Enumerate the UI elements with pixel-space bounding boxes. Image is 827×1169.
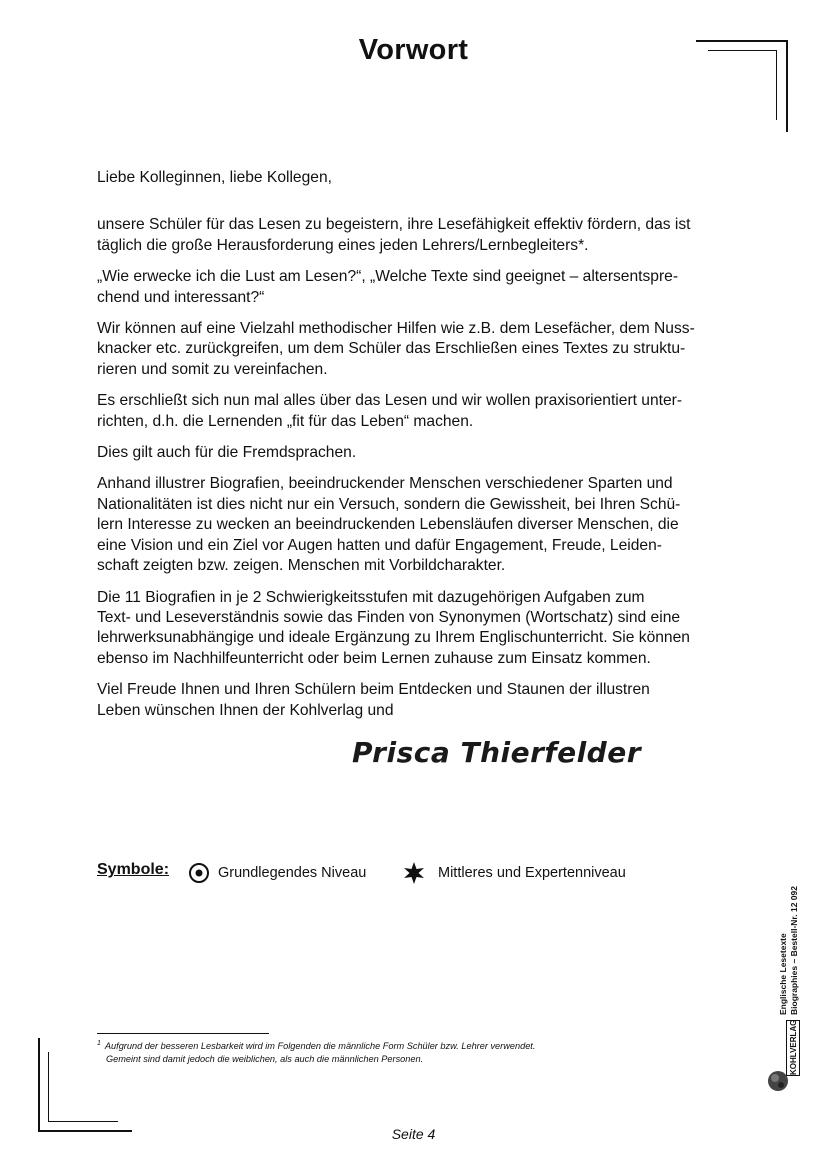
text-line: knacker etc. zurückgreifen, um dem Schüler das Erschließen eines Textes zu struktu-: [97, 340, 686, 358]
text-line: Die 11 Biografien in je 2 Schwierigkeitsstufen mit dazugehörigen Aufgaben zum: [97, 588, 645, 606]
greeting: Liebe Kolleginnen, liebe Kollegen,: [97, 169, 332, 186]
text-line: chend und interessant?“: [97, 288, 265, 306]
text-line: eine Vision und ein Ziel vor Augen hatten und dafür Engagement, Freude, Leiden-: [97, 536, 662, 554]
circle-dot-icon: [188, 862, 210, 884]
text-line: unsere Schüler für das Lesen zu begeistern, ihre Lesefähigkeit effektiv fördern, das ist: [97, 216, 691, 234]
sidebar-series: Englische Lesetexte: [778, 933, 788, 1015]
symbols-legend: [97, 860, 657, 886]
text-line: Es erschließt sich nun mal alles über das Lesen und wir wollen praxisorientiert unter-: [97, 392, 683, 410]
publisher-logo: [766, 1020, 800, 1096]
text-line: Anhand illustrer Biografien, beeindruckender Menschen verschiedener Sparten und: [97, 475, 673, 493]
paragraph: [97, 267, 747, 308]
six-point-star-icon: [403, 862, 425, 884]
cabbage-icon: [766, 1066, 790, 1096]
footnote-marker: 1: [97, 1040, 101, 1047]
text-line: „Wie erwecke ich die Lust am Lesen?“, „Welche Texte sind geeignet – altersentspre-: [97, 268, 679, 286]
advanced-level-label: Mittleres und Expertenniveau: [438, 865, 626, 881]
corner-frame-top-right: [696, 40, 788, 132]
page-title: Vorwort: [358, 34, 469, 66]
paragraph: [97, 215, 747, 256]
text-line: Leben wünschen Ihnen der Kohlverlag und: [97, 701, 394, 719]
sidebar-order-number: Biographies – Bestell-Nr. 12 092: [789, 886, 799, 1015]
basic-level-label: Grundlegendes Niveau: [218, 865, 367, 881]
footnote: [97, 1038, 657, 1065]
text-line: täglich die große Herausforderung eines jeden Lehrers/Lernbegleiters*.: [97, 236, 589, 254]
footnote-line: Aufgrund der besseren Lesbarkeit wird im Folgenden die männliche Form Schüler bzw. Lehrer verwendet.: [104, 1041, 536, 1051]
signature: Prisca Thierfelder: [352, 736, 642, 769]
paragraph: [97, 680, 747, 721]
text-line: Wir können auf eine Vielzahl methodischer Hilfen wie z.B. dem Lesefächer, dem Nuss-: [97, 320, 695, 338]
paragraph: [97, 391, 747, 432]
logo-text: KOHLVERLAG: [786, 1020, 800, 1076]
page-number: Seite 4: [391, 1126, 436, 1142]
text-line: Text- und Leseverständnis sowie das Finden von Synonymen (Wortschatz) sind eine: [97, 608, 681, 626]
paragraph: [97, 443, 747, 463]
text-line: rieren und somit zu vereinfachen.: [97, 360, 328, 378]
text-line: lehrwerksunabhängige und ideale Ergänzung zu Ihrem Englischunterricht. Sie können: [97, 629, 690, 647]
footnote-divider: [97, 1033, 269, 1034]
paragraph: [97, 319, 747, 380]
text-line: Dies gilt auch für die Fremdsprachen.: [97, 444, 357, 462]
text-line: Nationalitäten ist dies nicht nur ein Versuch, sondern die Gewissheit, bei Ihren Schü-: [97, 495, 681, 513]
text-line: schaft zeigten bzw. zeigen. Menschen mit Vorbildcharakter.: [97, 557, 506, 575]
publication-sidebar: [778, 855, 804, 1015]
text-line: ebenso im Nachhilfeunterricht oder beim Lernen zuhause zum Einsatz kommen.: [97, 649, 651, 667]
text-line: Viel Freude Ihnen und Ihren Schülern beim Entdecken und Staunen der illustren: [97, 681, 650, 699]
paragraph: [97, 588, 747, 670]
symbols-label: Symbole:: [97, 861, 170, 878]
text-line: lern Interesse zu wecken an beeindruckenden Lebensläufen diverser Menschen, die: [97, 516, 679, 534]
footnote-line: Gemeint sind damit jedoch die weiblichen, als auch die männlichen Personen.: [106, 1053, 424, 1064]
text-line: richten, d.h. die Lernenden „fit für das Leben“ machen.: [97, 412, 474, 430]
preface-body: [97, 168, 747, 732]
paragraph: [97, 474, 747, 576]
